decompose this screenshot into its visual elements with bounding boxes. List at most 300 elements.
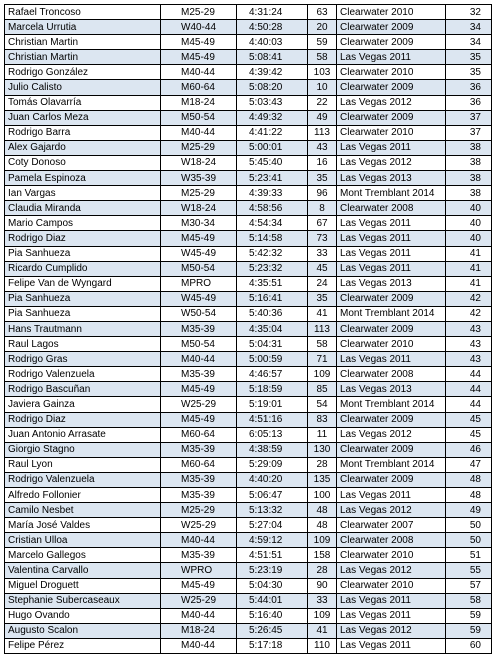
place-cell: 90 <box>308 578 337 593</box>
place-cell: 85 <box>308 382 337 397</box>
athlete-name-cell: Raul Lyon <box>5 457 161 472</box>
table-row <box>5 578 492 593</box>
athlete-name-cell: Stephanie Subercaseaux <box>5 593 161 608</box>
athlete-name-cell: Rodrigo Gras <box>5 352 161 367</box>
table-row <box>5 427 492 442</box>
athlete-name-cell: Pamela Espinoza <box>5 171 161 186</box>
category-cell: M40-44 <box>161 65 237 80</box>
table-row <box>5 201 492 216</box>
age-cell: 44 <box>446 397 492 412</box>
race-cell: Las Vegas 2011 <box>337 488 446 503</box>
place-cell: 113 <box>308 125 337 140</box>
athlete-name-cell: Raul Lagos <box>5 337 161 352</box>
table-row <box>5 261 492 276</box>
race-cell: Clearwater 2009 <box>337 291 446 306</box>
table-row <box>5 216 492 231</box>
athlete-name-cell: Juan Carlos Meza <box>5 110 161 125</box>
race-cell: Mont Tremblant 2014 <box>337 457 446 472</box>
category-cell: M25-29 <box>161 5 237 20</box>
finish-time-cell: 5:18:59 <box>237 382 308 397</box>
finish-time-cell: 5:23:19 <box>237 563 308 578</box>
finish-time-cell: 4:49:32 <box>237 110 308 125</box>
place-cell: 103 <box>308 65 337 80</box>
athlete-name-cell: Rodrigo Valenzuela <box>5 367 161 382</box>
athlete-name-cell: Julio Calisto <box>5 80 161 95</box>
athlete-name-cell: Rodrigo Barra <box>5 125 161 140</box>
athlete-name-cell: Felipe Pérez <box>5 638 161 653</box>
place-cell: 20 <box>308 20 337 35</box>
category-cell: W35-39 <box>161 171 237 186</box>
place-cell: 71 <box>308 352 337 367</box>
finish-time-cell: 6:05:13 <box>237 427 308 442</box>
category-cell: M60-64 <box>161 80 237 95</box>
table-row <box>5 80 492 95</box>
age-cell: 44 <box>446 382 492 397</box>
finish-time-cell: 5:16:40 <box>237 608 308 623</box>
finish-time-cell: 5:14:58 <box>237 231 308 246</box>
age-cell: 43 <box>446 321 492 336</box>
age-cell: 57 <box>446 578 492 593</box>
finish-time-cell: 5:26:45 <box>237 623 308 638</box>
finish-time-cell: 4:39:42 <box>237 65 308 80</box>
finish-time-cell: 4:46:57 <box>237 367 308 382</box>
age-cell: 59 <box>446 608 492 623</box>
finish-time-cell: 4:58:56 <box>237 201 308 216</box>
finish-time-cell: 5:29:09 <box>237 457 308 472</box>
category-cell: W18-24 <box>161 155 237 170</box>
place-cell: 49 <box>308 110 337 125</box>
finish-time-cell: 5:45:40 <box>237 155 308 170</box>
table-row <box>5 125 492 140</box>
table-row <box>5 608 492 623</box>
age-cell: 40 <box>446 231 492 246</box>
race-cell: Las Vegas 2011 <box>337 352 446 367</box>
race-cell: Las Vegas 2012 <box>337 503 446 518</box>
race-cell: Las Vegas 2011 <box>337 638 446 653</box>
race-cell: Las Vegas 2011 <box>337 216 446 231</box>
place-cell: 58 <box>308 337 337 352</box>
category-cell: M35-39 <box>161 548 237 563</box>
table-row <box>5 20 492 35</box>
table-row <box>5 321 492 336</box>
place-cell: 8 <box>308 201 337 216</box>
finish-time-cell: 4:50:28 <box>237 20 308 35</box>
finish-time-cell: 5:00:01 <box>237 140 308 155</box>
finish-time-cell: 4:51:51 <box>237 548 308 563</box>
category-cell: W40-44 <box>161 20 237 35</box>
category-cell: M50-54 <box>161 110 237 125</box>
athlete-name-cell: Rodrigo Diaz <box>5 231 161 246</box>
age-cell: 58 <box>446 593 492 608</box>
athlete-name-cell: Marcela Urrutia <box>5 20 161 35</box>
table-row <box>5 442 492 457</box>
race-cell: Las Vegas 2012 <box>337 95 446 110</box>
category-cell: M45-49 <box>161 412 237 427</box>
results-table-body <box>5 5 492 654</box>
table-row <box>5 291 492 306</box>
finish-time-cell: 5:06:47 <box>237 488 308 503</box>
age-cell: 41 <box>446 246 492 261</box>
table-row <box>5 488 492 503</box>
race-cell: Las Vegas 2011 <box>337 593 446 608</box>
table-row <box>5 276 492 291</box>
athlete-name-cell: Christian Martin <box>5 35 161 50</box>
age-cell: 40 <box>446 201 492 216</box>
race-cell: Las Vegas 2011 <box>337 608 446 623</box>
place-cell: 109 <box>308 533 337 548</box>
place-cell: 63 <box>308 5 337 20</box>
table-row <box>5 35 492 50</box>
place-cell: 58 <box>308 50 337 65</box>
finish-time-cell: 5:42:32 <box>237 246 308 261</box>
table-row <box>5 110 492 125</box>
place-cell: 35 <box>308 171 337 186</box>
place-cell: 45 <box>308 261 337 276</box>
table-row <box>5 548 492 563</box>
athlete-name-cell: Rodrigo González <box>5 65 161 80</box>
athlete-name-cell: Marcelo Gallegos <box>5 548 161 563</box>
age-cell: 36 <box>446 95 492 110</box>
table-row <box>5 638 492 653</box>
athlete-name-cell: Pia Sanhueza <box>5 306 161 321</box>
athlete-name-cell: Pia Sanhueza <box>5 246 161 261</box>
place-cell: 33 <box>308 593 337 608</box>
place-cell: 59 <box>308 35 337 50</box>
age-cell: 42 <box>446 291 492 306</box>
table-row <box>5 50 492 65</box>
finish-time-cell: 4:40:03 <box>237 35 308 50</box>
place-cell: 110 <box>308 638 337 653</box>
table-row <box>5 563 492 578</box>
finish-time-cell: 4:35:04 <box>237 321 308 336</box>
category-cell: M50-54 <box>161 337 237 352</box>
athlete-name-cell: Ian Vargas <box>5 186 161 201</box>
place-cell: 16 <box>308 155 337 170</box>
age-cell: 42 <box>446 306 492 321</box>
race-cell: Las Vegas 2011 <box>337 246 446 261</box>
category-cell: M40-44 <box>161 352 237 367</box>
age-cell: 36 <box>446 80 492 95</box>
place-cell: 43 <box>308 140 337 155</box>
finish-time-cell: 5:40:36 <box>237 306 308 321</box>
athlete-name-cell: Ricardo Cumplido <box>5 261 161 276</box>
finish-time-cell: 5:19:01 <box>237 397 308 412</box>
place-cell: 24 <box>308 276 337 291</box>
category-cell: M18-24 <box>161 623 237 638</box>
finish-time-cell: 4:39:33 <box>237 186 308 201</box>
age-cell: 41 <box>446 276 492 291</box>
place-cell: 109 <box>308 608 337 623</box>
place-cell: 96 <box>308 186 337 201</box>
category-cell: M35-39 <box>161 472 237 487</box>
table-row <box>5 457 492 472</box>
age-cell: 38 <box>446 186 492 201</box>
age-cell: 35 <box>446 65 492 80</box>
category-cell: M45-49 <box>161 35 237 50</box>
place-cell: 28 <box>308 563 337 578</box>
finish-time-cell: 4:51:16 <box>237 412 308 427</box>
race-cell: Clearwater 2009 <box>337 442 446 457</box>
age-cell: 38 <box>446 155 492 170</box>
category-cell: M25-29 <box>161 140 237 155</box>
athlete-name-cell: Valentina Carvallo <box>5 563 161 578</box>
category-cell: W25-29 <box>161 593 237 608</box>
table-row <box>5 382 492 397</box>
age-cell: 38 <box>446 171 492 186</box>
athlete-name-cell: Christian Martin <box>5 50 161 65</box>
finish-time-cell: 5:08:20 <box>237 80 308 95</box>
table-row <box>5 140 492 155</box>
age-cell: 34 <box>446 35 492 50</box>
place-cell: 48 <box>308 503 337 518</box>
athlete-name-cell: Augusto Scalon <box>5 623 161 638</box>
age-cell: 49 <box>446 503 492 518</box>
age-cell: 32 <box>446 5 492 20</box>
race-cell: Clearwater 2007 <box>337 518 446 533</box>
age-cell: 50 <box>446 518 492 533</box>
category-cell: M45-49 <box>161 578 237 593</box>
race-cell: Clearwater 2009 <box>337 472 446 487</box>
category-cell: M40-44 <box>161 533 237 548</box>
category-cell: W25-29 <box>161 397 237 412</box>
race-cell: Clearwater 2008 <box>337 201 446 216</box>
category-cell: M50-54 <box>161 261 237 276</box>
table-row <box>5 593 492 608</box>
age-cell: 46 <box>446 442 492 457</box>
race-cell: Las Vegas 2011 <box>337 50 446 65</box>
race-cell: Mont Tremblant 2014 <box>337 397 446 412</box>
finish-time-cell: 5:27:04 <box>237 518 308 533</box>
athlete-name-cell: Cristian Ulloa <box>5 533 161 548</box>
age-cell: 48 <box>446 472 492 487</box>
finish-time-cell: 4:40:20 <box>237 472 308 487</box>
race-cell: Clearwater 2009 <box>337 80 446 95</box>
table-row <box>5 171 492 186</box>
table-row <box>5 337 492 352</box>
category-cell: M25-29 <box>161 503 237 518</box>
table-row <box>5 65 492 80</box>
place-cell: 22 <box>308 95 337 110</box>
category-cell: WPRO <box>161 563 237 578</box>
athlete-name-cell: Pia Sanhueza <box>5 291 161 306</box>
place-cell: 73 <box>308 231 337 246</box>
race-cell: Clearwater 2010 <box>337 337 446 352</box>
table-row <box>5 186 492 201</box>
athlete-name-cell: Rafael Troncoso <box>5 5 161 20</box>
race-cell: Clearwater 2010 <box>337 578 446 593</box>
athlete-name-cell: Giorgio Stagno <box>5 442 161 457</box>
race-cell: Mont Tremblant 2014 <box>337 306 446 321</box>
race-cell: Clearwater 2009 <box>337 321 446 336</box>
category-cell: M35-39 <box>161 442 237 457</box>
category-cell: M35-39 <box>161 321 237 336</box>
table-row <box>5 397 492 412</box>
place-cell: 109 <box>308 367 337 382</box>
place-cell: 83 <box>308 412 337 427</box>
athlete-name-cell: Alfredo Follonier <box>5 488 161 503</box>
category-cell: W25-29 <box>161 518 237 533</box>
age-cell: 47 <box>446 457 492 472</box>
category-cell: W18-24 <box>161 201 237 216</box>
race-cell: Clearwater 2009 <box>337 35 446 50</box>
place-cell: 33 <box>308 246 337 261</box>
category-cell: M45-49 <box>161 50 237 65</box>
place-cell: 113 <box>308 321 337 336</box>
race-cell: Las Vegas 2013 <box>337 276 446 291</box>
category-cell: W45-49 <box>161 291 237 306</box>
table-row <box>5 306 492 321</box>
finish-time-cell: 4:54:34 <box>237 216 308 231</box>
category-cell: MPRO <box>161 276 237 291</box>
athlete-name-cell: Coty Donoso <box>5 155 161 170</box>
race-cell: Clearwater 2009 <box>337 412 446 427</box>
race-cell: Clearwater 2010 <box>337 65 446 80</box>
table-row <box>5 623 492 638</box>
age-cell: 37 <box>446 110 492 125</box>
category-cell: M40-44 <box>161 125 237 140</box>
race-cell: Clearwater 2008 <box>337 367 446 382</box>
athlete-name-cell: Rodrigo Diaz <box>5 412 161 427</box>
age-cell: 44 <box>446 367 492 382</box>
place-cell: 35 <box>308 291 337 306</box>
race-cell: Clearwater 2009 <box>337 110 446 125</box>
category-cell: M45-49 <box>161 231 237 246</box>
age-cell: 51 <box>446 548 492 563</box>
finish-time-cell: 5:04:30 <box>237 578 308 593</box>
athlete-name-cell: Miguel Droguett <box>5 578 161 593</box>
age-cell: 41 <box>446 261 492 276</box>
place-cell: 41 <box>308 306 337 321</box>
place-cell: 28 <box>308 457 337 472</box>
finish-time-cell: 4:59:12 <box>237 533 308 548</box>
athlete-name-cell: Alex Gajardo <box>5 140 161 155</box>
athlete-name-cell: Tomás Olavarría <box>5 95 161 110</box>
age-cell: 35 <box>446 50 492 65</box>
table-row <box>5 472 492 487</box>
table-row <box>5 155 492 170</box>
category-cell: M60-64 <box>161 427 237 442</box>
finish-time-cell: 5:13:32 <box>237 503 308 518</box>
finish-time-cell: 4:38:59 <box>237 442 308 457</box>
category-cell: W45-49 <box>161 246 237 261</box>
race-cell: Clearwater 2008 <box>337 533 446 548</box>
age-cell: 38 <box>446 140 492 155</box>
place-cell: 67 <box>308 216 337 231</box>
place-cell: 54 <box>308 397 337 412</box>
category-cell: M60-64 <box>161 457 237 472</box>
category-cell: M35-39 <box>161 488 237 503</box>
finish-time-cell: 5:00:59 <box>237 352 308 367</box>
age-cell: 45 <box>446 412 492 427</box>
age-cell: 60 <box>446 638 492 653</box>
race-cell: Las Vegas 2012 <box>337 155 446 170</box>
finish-time-cell: 4:35:51 <box>237 276 308 291</box>
race-cell: Clearwater 2010 <box>337 548 446 563</box>
place-cell: 48 <box>308 518 337 533</box>
table-row <box>5 367 492 382</box>
athlete-name-cell: Felipe Van de Wyngard <box>5 276 161 291</box>
category-cell: M18-24 <box>161 95 237 110</box>
race-cell: Las Vegas 2012 <box>337 623 446 638</box>
age-cell: 45 <box>446 427 492 442</box>
finish-time-cell: 5:23:32 <box>237 261 308 276</box>
age-cell: 37 <box>446 125 492 140</box>
place-cell: 41 <box>308 623 337 638</box>
athlete-name-cell: Rodrigo Bascuñan <box>5 382 161 397</box>
athlete-name-cell: María José Valdes <box>5 518 161 533</box>
finish-time-cell: 5:08:41 <box>237 50 308 65</box>
category-cell: M30-34 <box>161 216 237 231</box>
table-row <box>5 352 492 367</box>
finish-time-cell: 5:16:41 <box>237 291 308 306</box>
athlete-name-cell: Juan Antonio Arrasate <box>5 427 161 442</box>
category-cell: W50-54 <box>161 306 237 321</box>
race-cell: Clearwater 2009 <box>337 20 446 35</box>
table-row <box>5 533 492 548</box>
age-cell: 50 <box>446 533 492 548</box>
finish-time-cell: 4:31:24 <box>237 5 308 20</box>
athlete-name-cell: Hugo Ovando <box>5 608 161 623</box>
athlete-name-cell: Mario Campos <box>5 216 161 231</box>
place-cell: 10 <box>308 80 337 95</box>
athlete-name-cell: Camilo Nesbet <box>5 503 161 518</box>
race-cell: Las Vegas 2011 <box>337 231 446 246</box>
age-cell: 40 <box>446 216 492 231</box>
place-cell: 158 <box>308 548 337 563</box>
race-cell: Las Vegas 2013 <box>337 382 446 397</box>
race-cell: Clearwater 2010 <box>337 125 446 140</box>
race-cell: Las Vegas 2011 <box>337 140 446 155</box>
finish-time-cell: 5:44:01 <box>237 593 308 608</box>
athlete-name-cell: Hans Trautmann <box>5 321 161 336</box>
category-cell: M45-49 <box>161 382 237 397</box>
place-cell: 130 <box>308 442 337 457</box>
race-cell: Las Vegas 2012 <box>337 563 446 578</box>
place-cell: 135 <box>308 472 337 487</box>
age-cell: 59 <box>446 623 492 638</box>
race-cell: Las Vegas 2013 <box>337 171 446 186</box>
race-cell: Las Vegas 2012 <box>337 427 446 442</box>
place-cell: 11 <box>308 427 337 442</box>
athlete-name-cell: Claudia Miranda <box>5 201 161 216</box>
race-cell: Clearwater 2010 <box>337 5 446 20</box>
finish-time-cell: 4:41:22 <box>237 125 308 140</box>
age-cell: 34 <box>446 20 492 35</box>
category-cell: M40-44 <box>161 638 237 653</box>
table-row <box>5 246 492 261</box>
race-cell: Las Vegas 2011 <box>337 261 446 276</box>
athlete-name-cell: Rodrigo Valenzuela <box>5 472 161 487</box>
table-row <box>5 231 492 246</box>
place-cell: 100 <box>308 488 337 503</box>
finish-time-cell: 5:03:43 <box>237 95 308 110</box>
finish-time-cell: 5:23:41 <box>237 171 308 186</box>
table-row <box>5 95 492 110</box>
age-cell: 43 <box>446 352 492 367</box>
finish-time-cell: 5:17:18 <box>237 638 308 653</box>
age-cell: 55 <box>446 563 492 578</box>
category-cell: M40-44 <box>161 608 237 623</box>
age-cell: 48 <box>446 488 492 503</box>
table-row <box>5 5 492 20</box>
results-table <box>4 4 492 654</box>
category-cell: M35-39 <box>161 367 237 382</box>
race-cell: Mont Tremblant 2014 <box>337 186 446 201</box>
table-row <box>5 518 492 533</box>
athlete-name-cell: Javiera Gainza <box>5 397 161 412</box>
age-cell: 43 <box>446 337 492 352</box>
finish-time-cell: 5:04:31 <box>237 337 308 352</box>
